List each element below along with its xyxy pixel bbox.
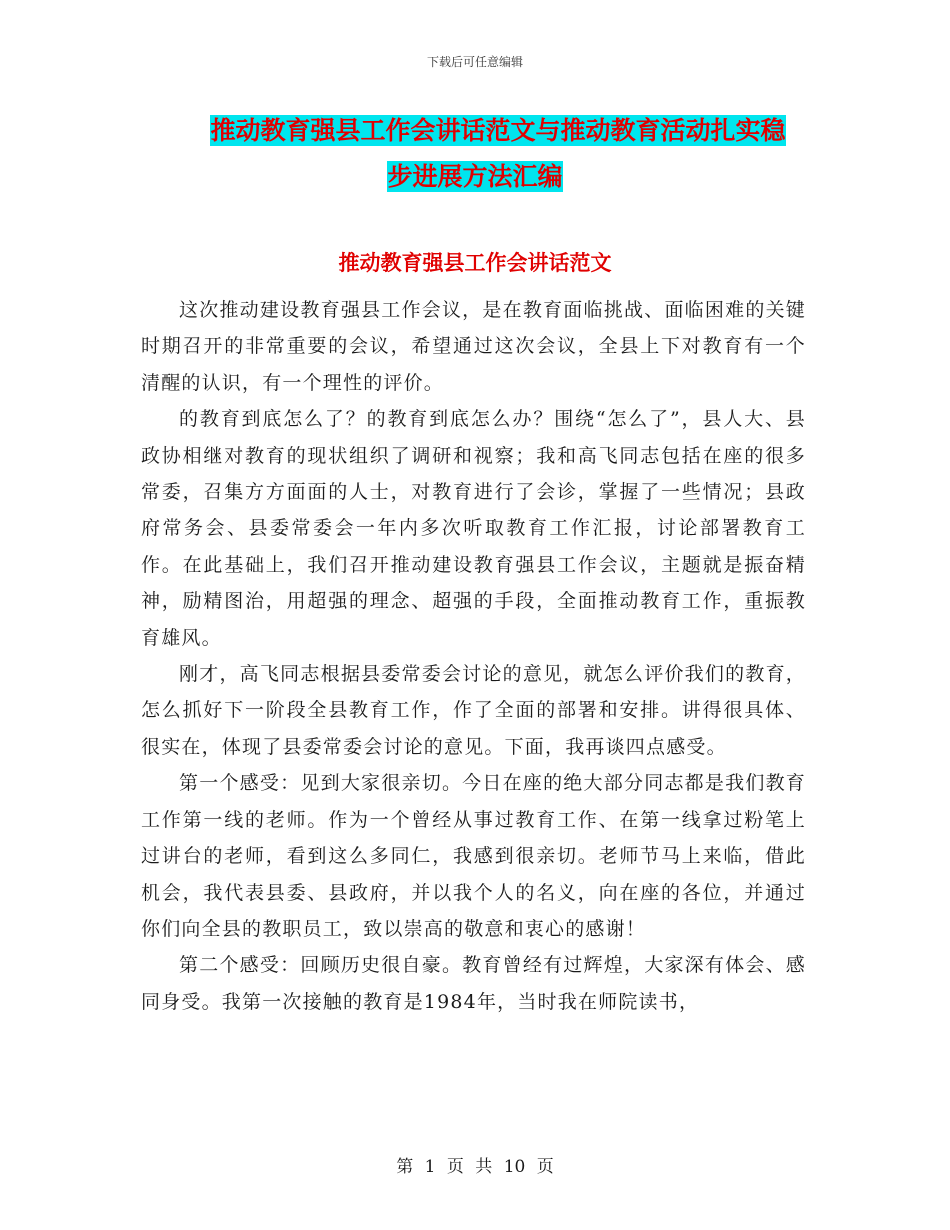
section-title: 推动教育强县工作会讲话范文 — [338, 251, 612, 275]
body-text — [141, 292, 806, 1020]
document-title — [0, 108, 950, 200]
page-number-footer: 第 1 页 共 10 页 — [396, 1157, 554, 1177]
paragraph-1: 这次推动建设教育强县工作会议，是在教育面临挑战、面临困难的关键时期召开的非常重要的会议，希望通过这次会议，全县上下对教育有一个清醒的认识，有一个理性的评价。 — [141, 299, 806, 394]
paragraph-5: 第二个感受：回顾历史很自豪。教育曾经有过辉煌，大家深有体会、感同身受。我第一次接触的教育是1984年，当时我在师院读书， — [141, 954, 806, 1013]
paragraph-2: 的教育到底怎么了？的教育到底怎么办？围绕“怎么了”，县人大、县政协相继对教育的现状组织了调研和视察；我和高飞同志包括在座的很多常委，召集方方面面的人士，对教育进行了会诊，掌握了一些情况；县政府常务会、县委常委会一年内多次听取教育工作汇报，讨论部署教育工作。在此基础上，我们召开推动建设教育强县工作会议，主题就是振奋精神，励精图治，用超强的理念、超强的手段，全面推动教育工作，重振教育雄风。 — [141, 408, 806, 649]
paragraph-3: 刚才，高飞同志根据县委常委会讨论的意见，就怎么评价我们的教育，怎么抓好下一阶段全县教育工作，作了全面的部署和安排。讲得很具体、很实在，体现了县委常委会讨论的意见。下面，我再谈四点感受。 — [141, 663, 806, 758]
paragraph-4: 第一个感受：见到大家很亲切。今日在座的绝大部分同志都是我们教育工作第一线的老师。作为一个曾经从事过教育工作、在第一线拿过粉笔上过讲台的老师，看到这么多同仁，我感到很亲切。老师节马上来临，借此机会，我代表县委、县政府，并以我个人的名义，向在座的各位，并通过你们向全县的教职员工，致以崇高的敬意和衷心的感谢！ — [141, 772, 806, 940]
header-note: 下载后可任意编辑 — [426, 55, 523, 69]
title-line-1: 推动教育强县工作会讲话范文与推动教育活动扎实稳 — [210, 116, 786, 145]
title-line-2: 步进展方法汇编 — [387, 162, 563, 191]
